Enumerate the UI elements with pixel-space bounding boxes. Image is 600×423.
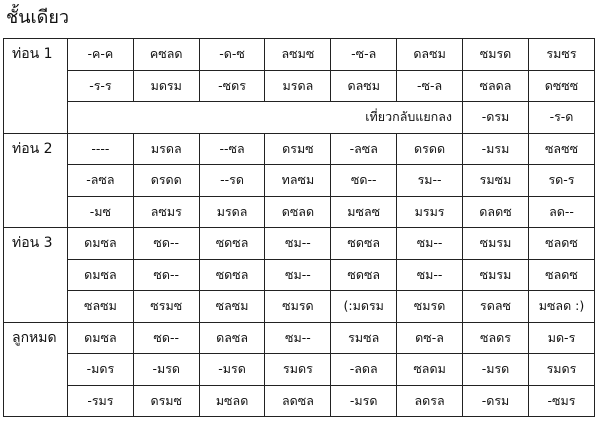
note-cell: ซด--	[133, 228, 199, 260]
note-cell: -ค-ค	[68, 39, 134, 71]
note-cell: ----	[68, 133, 134, 165]
note-cell: รมซล	[331, 322, 397, 354]
note-cell: รด-ร	[529, 165, 595, 197]
note-cell: มรดล	[133, 133, 199, 165]
note-cell: ซม--	[397, 259, 463, 291]
note-cell: ซม--	[397, 228, 463, 260]
note-cell: มรมร	[397, 196, 463, 228]
note-cell: ลดรล	[397, 385, 463, 417]
note-cell: มซลด :)	[529, 291, 595, 323]
table-row	[4, 385, 595, 417]
note-cell: -มรด	[199, 354, 265, 386]
page-title: ชั้นเดียว	[6, 7, 70, 28]
note-cell: ซด--	[133, 259, 199, 291]
note-cell: ซลดล	[463, 70, 529, 102]
notation-table	[3, 38, 595, 417]
note-cell: -รมร	[68, 385, 134, 417]
note-cell: ลซมร	[133, 196, 199, 228]
note-cell: -ซมร	[529, 385, 595, 417]
note-cell: ซลซม	[68, 291, 134, 323]
note-cell: ซม--	[265, 228, 331, 260]
note-cell: มซลด	[199, 385, 265, 417]
note-cell: ดรมซ	[133, 385, 199, 417]
note-cell: -มดร	[68, 354, 134, 386]
note-cell: ดซลด	[265, 196, 331, 228]
section-label-continued	[4, 70, 68, 102]
note-cell: มรดล	[199, 196, 265, 228]
note-cell: ดลซล	[199, 322, 265, 354]
note-cell: ซลดซ	[529, 259, 595, 291]
table-row	[4, 322, 595, 354]
note-cell: ซลซซ	[529, 133, 595, 165]
note-cell: มด-ร	[529, 322, 595, 354]
section-label: ลูกหมด	[4, 322, 68, 354]
table-row	[4, 196, 595, 228]
note-cell: รมดร	[529, 354, 595, 386]
note-cell: รดลซ	[463, 291, 529, 323]
note-cell: มรดล	[265, 70, 331, 102]
section-label: ท่อน 2	[4, 133, 68, 165]
table-row	[4, 70, 595, 102]
note-cell: ซด--	[331, 165, 397, 197]
note-cell: ดมซล	[68, 322, 134, 354]
note-cell: -ร-ด	[529, 102, 595, 134]
note-cell: มซลซ	[331, 196, 397, 228]
note-cell: ซลซม	[199, 291, 265, 323]
table-row	[4, 102, 595, 134]
note-cell: ซมรม	[463, 259, 529, 291]
note-cell: ซม--	[265, 259, 331, 291]
section-label: ท่อน 1	[4, 39, 68, 71]
note-cell: ดลซม	[397, 39, 463, 71]
note-cell: ลดซล	[265, 385, 331, 417]
note-cell: -ดรม	[463, 385, 529, 417]
section-label-continued	[4, 165, 68, 197]
section-label: ท่อน 3	[4, 228, 68, 260]
table-row	[4, 133, 595, 165]
note-cell: ลซมซ	[265, 39, 331, 71]
note-cell: มดรม	[133, 70, 199, 102]
note-cell: ซมรด	[463, 39, 529, 71]
note-cell: ดมซล	[68, 228, 134, 260]
note-cell: ซลดม	[397, 354, 463, 386]
note-cell: -ด-ซ	[199, 39, 265, 71]
note-cell: รมดร	[265, 354, 331, 386]
note-cell: ดรดด	[133, 165, 199, 197]
note-cell: --รด	[199, 165, 265, 197]
note-cell: ซดซล	[331, 228, 397, 260]
note-cell: -มรด	[133, 354, 199, 386]
note-cell: ซมรด	[397, 291, 463, 323]
table-row	[4, 354, 595, 386]
note-cell: -ร-ร	[68, 70, 134, 102]
note-cell: รมซม	[463, 165, 529, 197]
note-cell: -มรม	[463, 133, 529, 165]
note-cell: -ลซล	[68, 165, 134, 197]
note-cell: ทลซม	[265, 165, 331, 197]
note-cell: ซดซล	[199, 259, 265, 291]
table-row	[4, 291, 595, 323]
note-cell: -ซดร	[199, 70, 265, 102]
note-cell: คซลด	[133, 39, 199, 71]
note-cell: -มซ	[68, 196, 134, 228]
note-cell: --ซล	[199, 133, 265, 165]
note-cell: -ซ-ล	[397, 70, 463, 102]
note-cell: ลด--	[529, 196, 595, 228]
table-row	[4, 165, 595, 197]
section-label-continued	[4, 259, 68, 291]
table-row	[4, 259, 595, 291]
return-note: เที่ยวกลับแยกลง	[68, 102, 463, 134]
note-cell: -ลซล	[331, 133, 397, 165]
section-label-continued	[4, 385, 68, 417]
section-label-continued	[4, 196, 68, 228]
note-cell: ดซ-ล	[397, 322, 463, 354]
table-row	[4, 39, 595, 71]
note-cell: ซมรด	[265, 291, 331, 323]
note-cell: ซด--	[133, 322, 199, 354]
note-cell: รม--	[397, 165, 463, 197]
section-label-continued	[4, 291, 68, 323]
note-cell: -ซ-ล	[331, 39, 397, 71]
note-cell: -ลดล	[331, 354, 397, 386]
note-cell: ซลดซ	[529, 228, 595, 260]
note-cell: รมซร	[529, 39, 595, 71]
note-cell: ดรมซ	[265, 133, 331, 165]
section-label-continued	[4, 102, 68, 134]
note-cell: ซม--	[265, 322, 331, 354]
note-cell: ดมซล	[68, 259, 134, 291]
note-cell: ดซซซ	[529, 70, 595, 102]
table-row	[4, 228, 595, 260]
note-cell: ดลดซ	[463, 196, 529, 228]
note-cell: (:มดรม	[331, 291, 397, 323]
note-cell: ซดซล	[331, 259, 397, 291]
note-cell: ดลซม	[331, 70, 397, 102]
note-cell: ซมรม	[463, 228, 529, 260]
note-cell: -มรด	[463, 354, 529, 386]
note-cell: -มรด	[331, 385, 397, 417]
note-cell: -ดรม	[463, 102, 529, 134]
note-cell: ซดซล	[199, 228, 265, 260]
note-cell: ซรมซ	[133, 291, 199, 323]
note-cell: ซลดร	[463, 322, 529, 354]
section-label-continued	[4, 354, 68, 386]
note-cell: ดรดด	[397, 133, 463, 165]
